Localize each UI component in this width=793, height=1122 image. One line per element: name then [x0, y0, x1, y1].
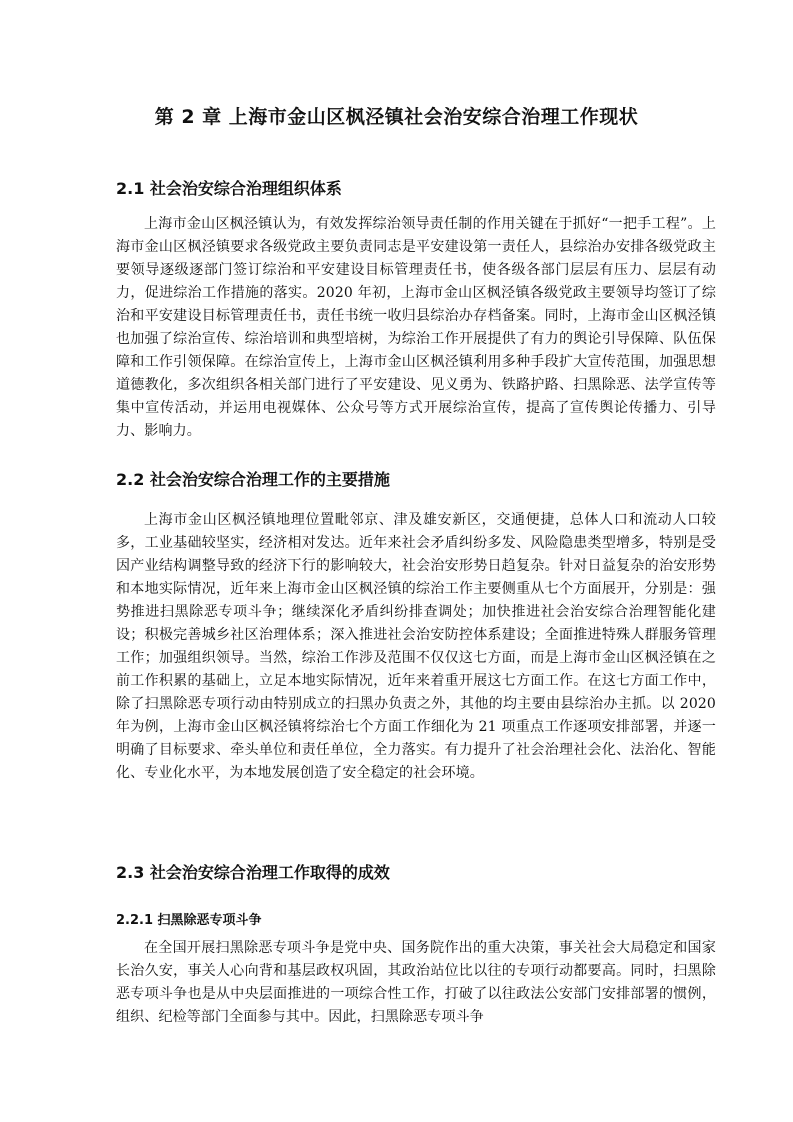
subsection-heading-2-2-1: 2.2.1 扫黑除恶专项斗争 — [116, 913, 262, 928]
section-2-1-paragraph: 上海市金山区枫泾镇认为，有效发挥综治领导责任制的作用关键在于抓好“一把手工程”。上海市金山区枫泾镇要求各级党政主要负责同志是平安建设第一责任人，县综治办安排各级党政主要领导逐级逐部门签订综治和平安建设目标管理责任书，使各级各部门层层有压力、层层有动力，促进综治工作措施的落实。2020 年初，上海市金山区枫泾镇各级党政主要领导均签订了综治和平安建设目标管理责任书，责任书统一收归县综治办存档备案。同时，上海市金山区枫泾镇也加强了综治宣传、综治培训和典型培树，为综治工作开展提供了有力的舆论引导保障、队伍保障和工作引领保障。在综治宣传上，上海市金山区枫泾镇利用多种手段扩大宣传范围，加强思想道德教化，多次组织各相关部门进行了平安建设、见义勇为、铁路护路、扫黑除恶、法学宣传等集中宣传活动，并运用电视媒体、公众号等方式开展综治宣传，提高了宣传舆论传播力、引导力、影响力。 — [116, 216, 716, 439]
section-heading-2-3: 2.3 社会治安综合治理工作取得的成效 — [116, 863, 390, 882]
section-heading-2-2: 2.2 社会治安综合治理工作的主要措施 — [116, 470, 390, 489]
subsection-2-2-1-paragraph: 在全国开展扫黑除恶专项斗争是党中央、国务院作出的重大决策，事关社会大局稳定和国家长治久安，事关人心向背和基层政权巩固，其政治站位比以往的专项行动都要高。同时，扫黑除恶专项斗争也是从中央层面推进的一项综合性工作，打破了以往政法公安部门安排部署的惯例，组织、纪检等部门全面参与其中。因此，扫黑除恶专项斗争 — [116, 940, 716, 1025]
section-heading-2-1: 2.1 社会治安综合治理组织体系 — [116, 179, 342, 198]
section-2-2-paragraph: 上海市金山区枫泾镇地理位置毗邻京、津及雄安新区，交通便捷，总体人口和流动人口较多，工业基础较坚实，经济相对发达。近年来社会矛盾纠纷多发、风险隐患类型增多，特别是受因产业结构调整导致的经济下行的影响较大，社会治安形势日趋复杂。针对日益复杂的治安形势和本地实际情况，近年来上海市金山区枫泾镇的综治工作主要侧重从七个方面展开，分别是：强势推进扫黑除恶专项斗争；继续深化矛盾纠纷排查调处；加快推进社会治安综合治理智能化建设；积极完善城乡社区治理体系；深入推进社会治安防控体系建设；全面推进特殊人群服务管理工作；加强组织领导。当然，综治工作涉及范围不仅仅这七方面，而是上海市金山区枫泾镇在之前工作积累的基础上，立足本地实际情况，近年来着重开展这七方面工作。在这七方面工作中，除了扫黑除恶专项行动由特别成立的扫黑办负责之外，其他的均主要由县综治办主抓。以 2020 年为例，上海市金山区枫泾镇将综治七个方面工作细化为 21 项重点工作逐项安排部署，并逐一明确了目标要求、牵头单位和责任单位，全力落实。有力提升了社会治理社会化、法治化、智能化、专业化水平，为本地发展创造了安全稳定的社会环境。 — [116, 512, 716, 781]
chapter-title: 第 2 章 上海市金山区枫泾镇社会治安综合治理工作现状 — [154, 106, 639, 128]
